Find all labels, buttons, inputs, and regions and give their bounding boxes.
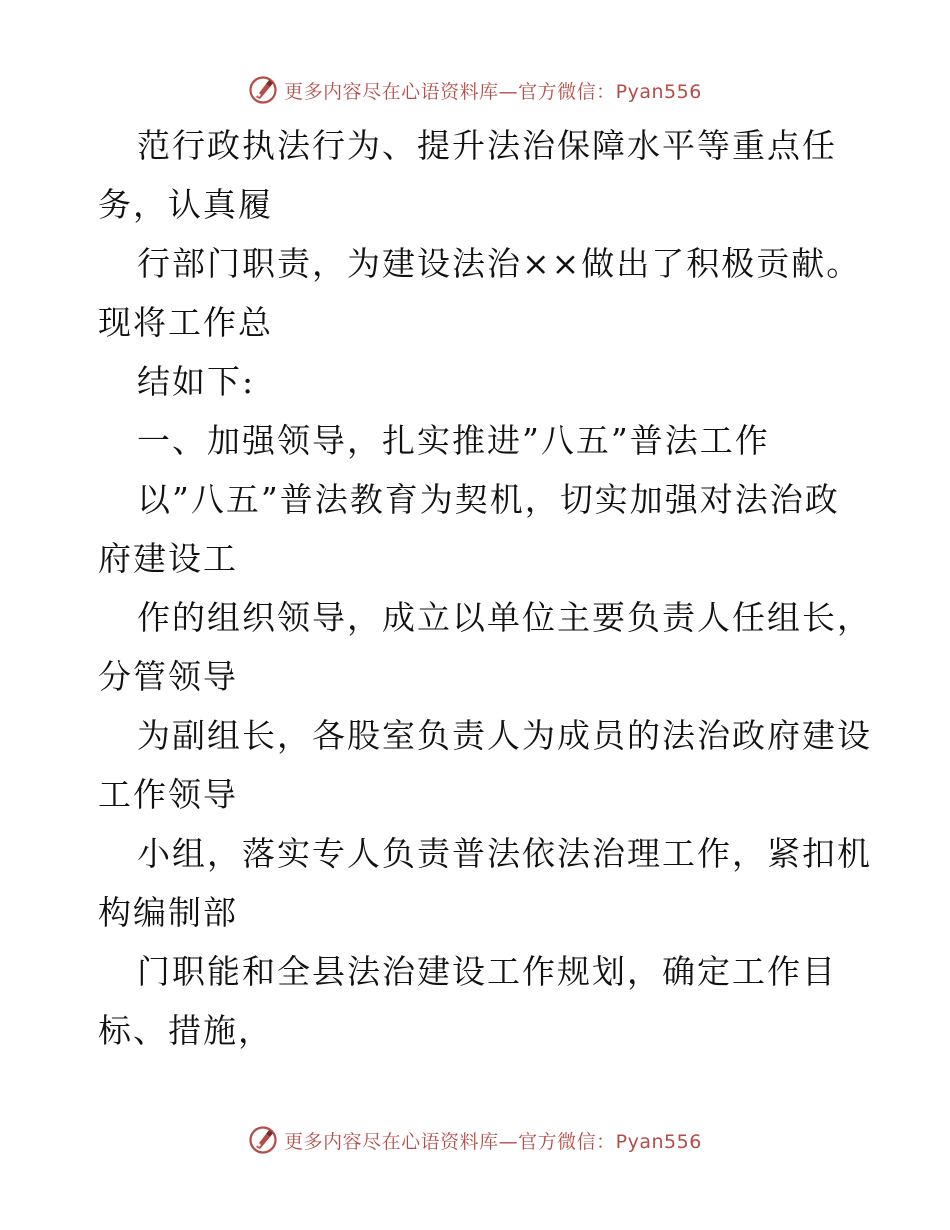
body-line: 范行政执法行为、提升法治保障水平等重点任: [137, 126, 837, 165]
body-line: 小组，落实专人负责普法依法治理工作，紧扣机: [137, 834, 872, 873]
footer-banner: [0, 1122, 950, 1158]
body-line: 分管领导: [98, 657, 238, 696]
pen-nib-logo-icon: [248, 1125, 278, 1155]
body-line: 标、措施，: [98, 1011, 273, 1050]
body-line: 务，认真履: [98, 185, 273, 224]
footer-text: 更多内容尽在心语资料库—官方微信：Pyan556: [284, 1130, 702, 1153]
body-line: 现将工作总: [98, 303, 273, 342]
body-line: 门职能和全县法治建设工作规划，确定工作目: [137, 952, 837, 991]
body-line: 结如下:: [137, 362, 256, 401]
body-line: 为副组长，各股室负责人为成员的法治政府建设: [137, 716, 872, 755]
body-line: 作的组织领导，成立以单位主要负责人任组长，: [137, 598, 872, 637]
header-banner: [0, 72, 950, 108]
body-line: 以”八五”普法教育为契机，切实加强对法治政: [137, 480, 840, 519]
document-body: [98, 116, 872, 1060]
section-heading: 一、加强领导，扎实推进”八五”普法工作: [137, 421, 770, 460]
body-line: 行部门职责，为建设法治××做出了积极贡献。: [137, 244, 862, 283]
pen-nib-logo-icon: [248, 75, 278, 105]
body-line: 构编制部: [98, 893, 238, 932]
body-line: 工作领导: [98, 775, 238, 814]
body-line: 府建设工: [98, 539, 238, 578]
header-text: 更多内容尽在心语资料库—官方微信：Pyan556: [284, 80, 702, 103]
